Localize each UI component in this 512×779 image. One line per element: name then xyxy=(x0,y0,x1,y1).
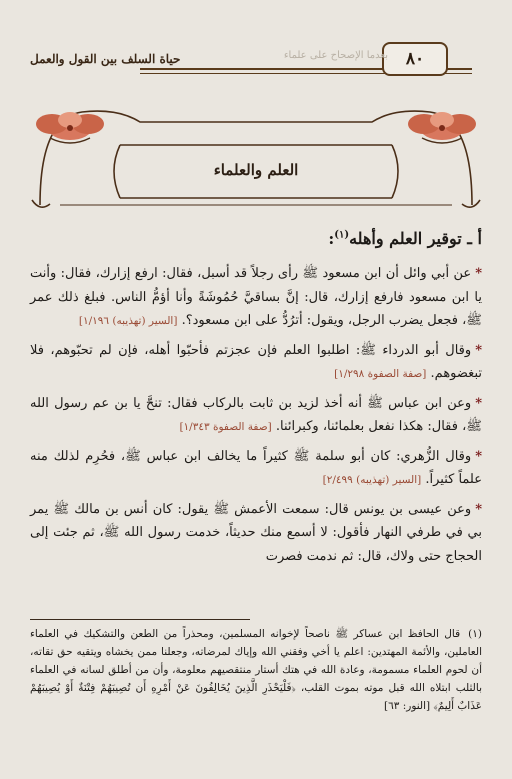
paragraph xyxy=(30,498,482,569)
chapter-title: العلم والعلماء xyxy=(213,161,299,179)
ornament-frame xyxy=(0,0,512,230)
paragraph-text: عن أبي وائل أن ابن مسعود ﷺ رأى رجلاً قد أسبل، فقال: ارفع إزارك، فقال: وأنت يا ابن مسعود فارفع إزارك، قال: إنَّ بساقيَّ حُمُوشَةً وأنا أؤمُّ الناس. فبلغ ذلك عمر ﷺ، فجعل يضرب الرجل، ويقول: أترُدُّ على ابن مسعود؟. xyxy=(30,266,482,328)
paragraph-text: وعن عيسى بن يونس قال: سمعت الأعمش ﷺ يقول: كان أنس بن مالك ﷺ يمر بي في طرفي النهار فأقول: لا أسمع منك حديثاً، خدمت رسول الله ﷺ، ثم جئت إلى الحجاج حتى ولاك، قال: ثم ندمت فصرت xyxy=(30,501,482,564)
citation: [السير (تهذيبه) ٢/٤٩٩] xyxy=(322,474,422,486)
paragraph-text: وقال الزُّهري: كان أبو سلمة ﷺ كثيراً ما يخالف ابن عباس ﷺ، فحُرِم لذلك منه علماً كثيراً. xyxy=(30,448,482,487)
flower-ornament-right xyxy=(408,112,476,143)
paragraph-text: وعن ابن عباس ﷺ أنه أخذ لزيد بن ثابت بالركاب فقال: تنحَّ يا بن عم رسول الله ﷺ، فقال: هكذا نفعل بعلمائنا، وكبرائنا. xyxy=(30,395,482,434)
star-bullet-icon: * xyxy=(475,266,482,281)
paragraph xyxy=(30,339,482,387)
citation: [السير (تهذيبه) ١/١٩٦] xyxy=(78,315,178,327)
footnote xyxy=(30,625,482,715)
paragraph xyxy=(30,262,482,334)
paragraph xyxy=(30,392,482,440)
citation: [صفة الصفوة ١/٢٩٨] xyxy=(334,368,427,380)
running-title: حياة السلف بين القول والعمل xyxy=(30,52,181,66)
section-heading xyxy=(328,229,482,248)
star-bullet-icon: * xyxy=(475,501,482,517)
paragraph-text: وقال أبو الدرداء ﷺ: اطلبوا العلم فإن عجزتم فأحبّوا أهله، فإن لم تحبّوهم، فلا تبغضوهم. xyxy=(30,342,482,381)
flower-ornament-left xyxy=(36,112,104,143)
footnote-number: (١) xyxy=(468,628,482,640)
paragraph xyxy=(30,445,482,493)
citation: [صفة الصفوة ١/٣٤٣] xyxy=(179,421,272,433)
footnote-text: قال الحافظ ابن عساكر ﷺ ناصحاً لإخوانه المسلمين، ومحذراً من الطعن والتشكيك في العلماء العاملين، والأئمة المهتدين: اعلم يا أخي وفقني الله وإياك لمرضاته، وجعلنا ممن يخشاه ويتقيه حق تقاته، أن لحوم العلماء مسمومة، وعادة الله في هتك أستار منتقصيهم معلومة، وأن من أطلق لسانه في العلماء بالثلب ابتلاه الله قبل موته بموت القلب، ﴿فَلْيَحْذَرِ الَّذِينَ يُخَالِفُونَ عَنْ أَمْرِهِ أَن تُصِيبَهُمْ فِتْنَةٌ أَوْ يُصِيبَهُمْ عَذَابٌ أَلِيمٌ﴾ xyxy=(30,628,482,712)
footnote-separator xyxy=(30,619,250,620)
star-bullet-icon: * xyxy=(475,342,482,358)
bleed-through-text: بعدما الإصحاح على علماء xyxy=(283,50,388,61)
star-bullet-icon: * xyxy=(475,448,482,464)
star-bullet-icon: * xyxy=(475,395,482,411)
footnote-ref: [النور: ٦٣] xyxy=(383,700,431,712)
body-text xyxy=(30,262,482,573)
heading-colon: : xyxy=(328,229,335,248)
page-number: ٨٠ xyxy=(382,42,448,76)
section-heading-text: أ ـ توقير العلم وأهله xyxy=(349,229,482,248)
footnote-marker: (١) xyxy=(334,229,350,241)
